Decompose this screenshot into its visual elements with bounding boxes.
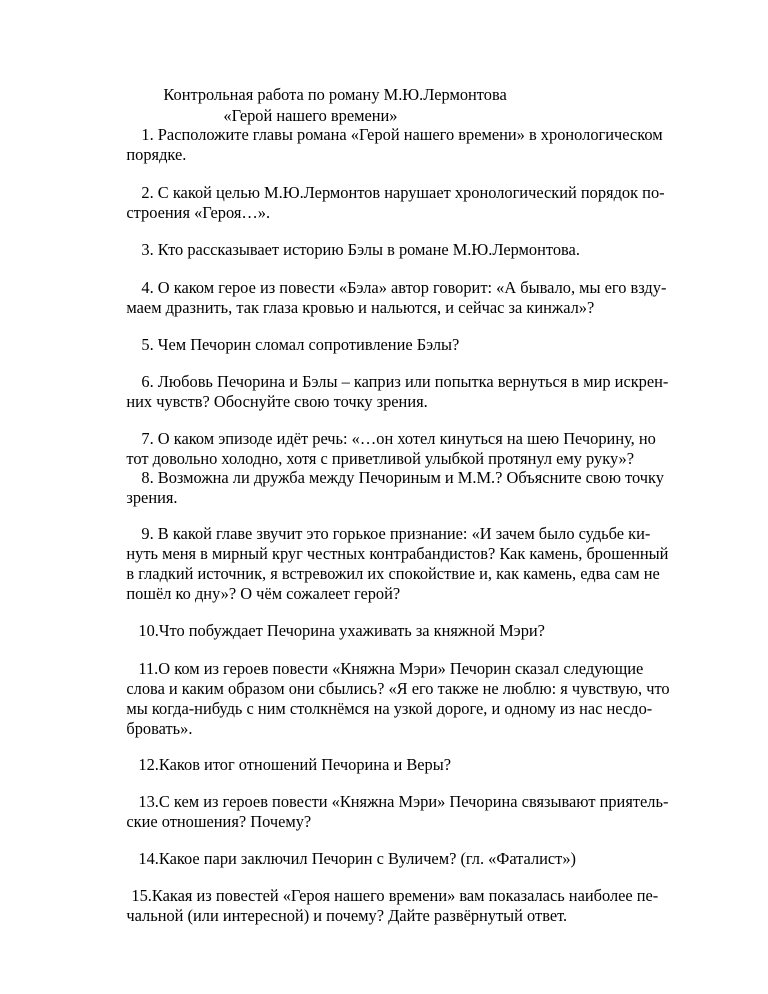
question-7-text-2: тот довольно холодно, хотя с приветливой улыбкой протянул ему руку»? bbox=[126, 449, 635, 468]
question-2-text-1: С какой целью М.Ю.Лермонтов нарушает хронологический порядок по- bbox=[157, 183, 665, 202]
question-12-text-1: Каков итог отношений Печорина и Веры? bbox=[158, 755, 452, 774]
question-11-number: 11. bbox=[138, 659, 159, 678]
question-15-line-2 bbox=[110, 886, 567, 946]
question-8-text-1: Возможна ли дружба между Печориным и М.М.? Объясните свою точку bbox=[157, 468, 664, 487]
question-15-number: 15. bbox=[131, 886, 152, 905]
question-2-text-2: строения «Героя…». bbox=[126, 203, 271, 222]
question-3-text-1: Кто рассказывает историю Бэлы в романе М.Ю.Лермонтова. bbox=[157, 240, 580, 259]
question-9-text-2: нуть меня в мирный круг честных контрабандистов? Как камень, брошенный bbox=[126, 544, 669, 563]
question-6-text-2: них чувств? Обоснуйте свою точку зрения. bbox=[126, 392, 428, 411]
question-11-text-1: О ком из героев повести «Княжна Мэри» Печорин сказал следующие bbox=[158, 659, 644, 678]
title-text-1: Контрольная работа по роману М.Ю.Лермонтова bbox=[163, 85, 507, 104]
question-11-text-2: слова и каким образом они сбылись? «Я его также не люблю: я чувствую, что bbox=[126, 679, 670, 698]
question-5-text-1: Чем Печорин сломал сопротивление Бэлы? bbox=[157, 335, 460, 354]
question-12-number: 12. bbox=[138, 755, 159, 774]
question-9-number: 9. bbox=[141, 524, 154, 543]
question-8-line-1 bbox=[125, 448, 664, 508]
question-15-text-2: чальной (или интересной) и почему? Дайте развёрнутый ответ. bbox=[126, 906, 568, 925]
question-2-number: 2. bbox=[141, 183, 154, 202]
question-10-number: 10. bbox=[138, 621, 159, 640]
question-1-line-1 bbox=[125, 105, 663, 165]
question-1-text-1: Расположите главы романа «Герой нашего времени» в хронологическом bbox=[157, 125, 663, 144]
question-13-number: 13. bbox=[138, 792, 159, 811]
question-7-text-1: О каком эпизоде идёт речь: «…он хотел кинуться на шею Печорину, но bbox=[157, 429, 656, 448]
question-4-number: 4. bbox=[141, 278, 154, 297]
question-14-text-1: Какое пари заключил Печорин с Вуличем? (гл. «Фаталист») bbox=[158, 849, 576, 868]
question-8-text-2: зрения. bbox=[126, 488, 178, 507]
question-4-text-1: О каком герое из повести «Бэла» автор говорит: «А бывало, мы его взду- bbox=[157, 278, 667, 297]
title-text-2: «Герой нашего времени» bbox=[223, 106, 398, 125]
question-14-number: 14. bbox=[138, 849, 159, 868]
question-13-text-2: ские отношения? Почему? bbox=[126, 812, 312, 831]
question-10-text-1: Что побуждает Печорина ухаживать за княжной Мэри? bbox=[158, 621, 545, 640]
question-3-number: 3. bbox=[141, 240, 154, 259]
question-13-text-1: С кем из героев повести «Княжна Мэри» Печорина связывают приятель- bbox=[158, 792, 669, 811]
question-7-number: 7. bbox=[141, 429, 154, 448]
question-1-text-2: порядке. bbox=[126, 145, 187, 164]
question-6-number: 6. bbox=[141, 372, 154, 391]
question-9-text-4: пошёл ко дну»? О чём сожалеет герой? bbox=[126, 584, 401, 603]
question-6-text-1: Любовь Печорина и Бэлы – каприз или попытка вернуться в мир искрен- bbox=[157, 372, 669, 391]
question-4-text-2: маем дразнить, так глаза кровью и нальются, и сейчас за кинжал»? bbox=[126, 298, 595, 317]
question-9-text-1: В какой главе звучит это горькое признание: «И зачем было судьбе ки- bbox=[157, 524, 651, 543]
question-1-number: 1. bbox=[141, 125, 154, 144]
question-8-number: 8. bbox=[141, 468, 154, 487]
question-11-text-3: мы когда-нибудь с ним столкнёмся на узкой дороге, и одному из нас несдо- bbox=[126, 699, 653, 718]
question-11-text-4: бровать». bbox=[126, 719, 193, 738]
question-9-text-3: в гладкий источник, я встревожил их спокойствие и, как камень, едва сам не bbox=[126, 564, 660, 583]
question-5-number: 5. bbox=[141, 335, 154, 354]
question-15-text-1: Какая из повестей «Героя нашего времени» вам показалась наиболее пе- bbox=[151, 886, 659, 905]
